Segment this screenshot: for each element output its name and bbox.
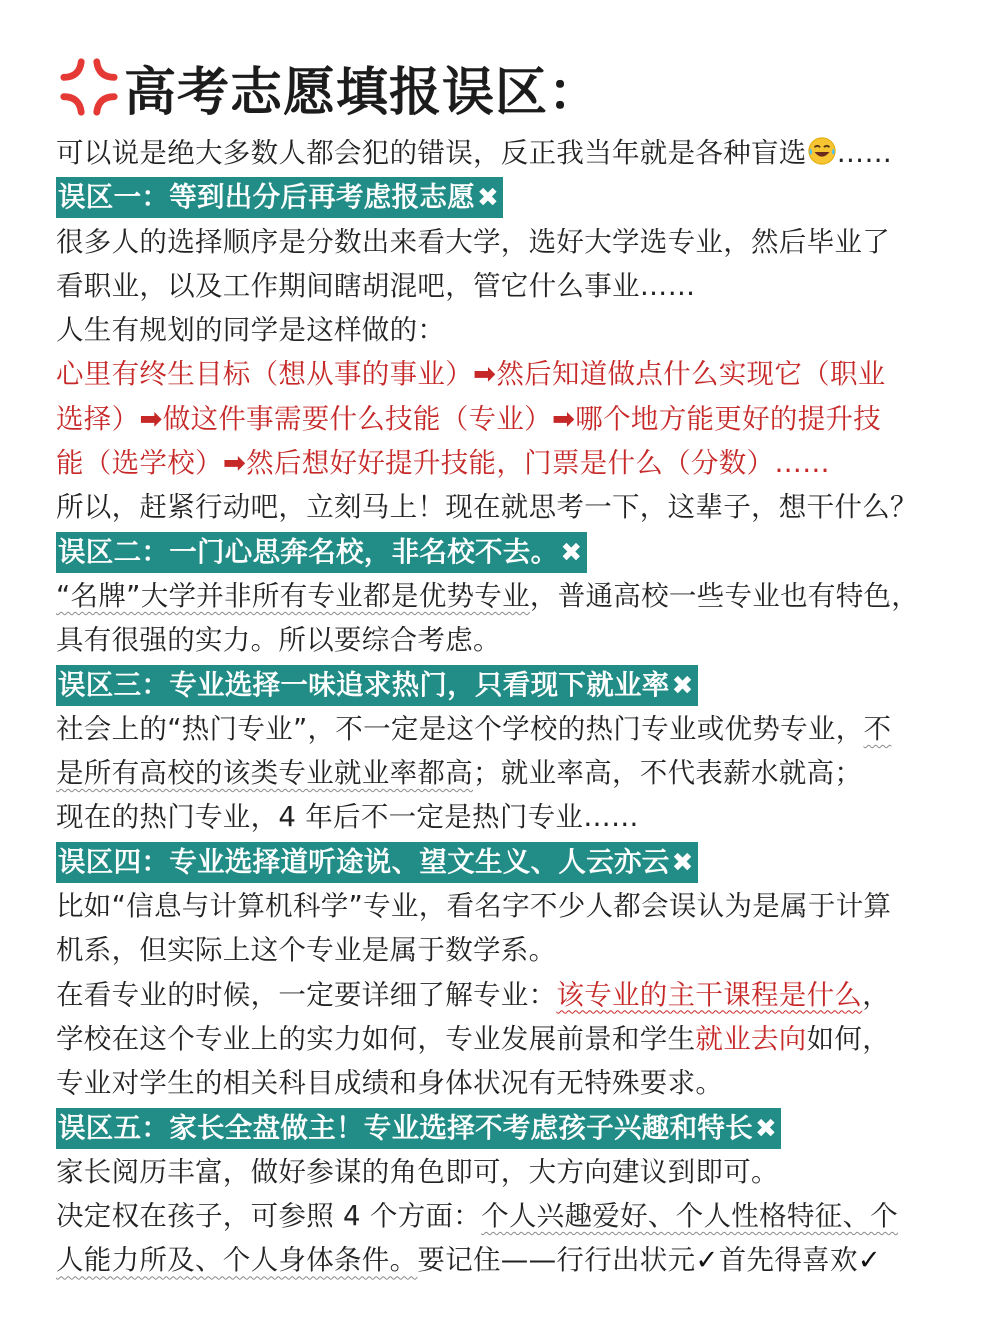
cross-mark-icon: ✖ [477,183,500,214]
s2-line-2: 具有很强的实力。所以要综合考虑。 [56,624,501,657]
section-header-4: 误区四：专业选择道听途说、望文生义、人云亦云✖ [56,842,698,883]
section-header-1: 误区一：等到出分后再考虑报志愿✖ [56,177,503,218]
s3-line-1: 社会上的“热门专业”，不一定是这个学校的热门专业或优势专业，不 [56,712,892,745]
cross-mark-icon: ✖ [671,670,694,701]
s4-line-1: 比如“信息与计算机科学”专业，看名字不少人都会误认为是属于计算 [56,890,892,923]
section-header-5: 误区五：家长全盘做主！专业选择不考虑孩子兴趣和特长✖ [56,1108,781,1149]
s1-line-2: 看职业，以及工作期间瞎胡混吧，管它什么事业…… [56,269,696,302]
s2-line-1: “名牌”大学并非所有专业都是优势专业，普通高校一些专业也有特色， [56,579,920,612]
s5-line-2: 决定权在孩子，可参照 4 个方面：个人兴趣爱好、个人性格特征、个 [56,1200,899,1233]
s1-line-1: 很多人的选择顺序是分数出来看大学，选好大学选专业，然后毕业了 [56,225,890,258]
section-header-2-row [56,530,956,574]
check-mark-icon: ✓ [695,1244,719,1277]
laughing-tears-emoji-icon [807,136,837,166]
s4-line-5: 专业对学生的相关科目成绩和身体状况有无特殊要求。 [56,1067,724,1100]
s4-line-3: 在看专业的时候，一定要详细了解专业：该专业的主干课程是什么， [56,978,891,1011]
cross-mark-icon: ✖ [560,537,583,568]
right-arrow-icon: ➡ [551,402,576,435]
section-header-3: 误区三：专业选择一味追求热门，只看现下就业率✖ [56,665,698,706]
s1-red-line-1: 心里有终生目标（想从事的事业）➡然后知道做点什么实现它（职业 [56,358,886,391]
s1-line-4: 所以，赶紧行动吧，立刻马上！现在就思考一下，这辈子，想干什么？ [56,491,918,524]
s3-line-2: 是所有高校的该类专业就业率都高；就业率高，不代表薪水就高； [56,757,863,790]
title-row [58,52,601,122]
right-arrow-icon: ➡ [222,447,247,480]
s1-red-line-2: 选择）➡做这件事需要什么技能（专业）➡哪个地方能更好的提升技 [56,402,882,435]
s5-line-3: 人能力所及、个人身体条件。要记住——行行出状元✓首先得喜欢✓ [56,1244,882,1277]
check-mark-icon: ✓ [857,1244,882,1277]
section-header-5-row [56,1106,956,1150]
note-body [56,131,956,1283]
section-header-3-row [56,663,956,707]
right-arrow-icon: ➡ [473,358,497,391]
anger-symbol-icon [58,56,120,118]
right-arrow-icon: ➡ [139,402,163,435]
intro-line: 可以说是绝大多数人都会犯的错误，反正我当年就是各种盲选 …… [56,137,893,169]
cross-mark-icon: ✖ [755,1113,778,1144]
s1-line-3: 人生有规划的同学是这样做的： [56,314,446,347]
cross-mark-icon: ✖ [671,847,694,878]
s3-line-3: 现在的热门专业，4 年后不一定是热门专业…… [56,801,639,834]
s5-line-1: 家长阅历丰富，做好参谋的角色即可，大方向建议到即可。 [56,1155,779,1188]
section-header-2: 误区二：一门心思奔名校，非名校不去。✖ [56,532,587,573]
s4-line-2: 机系，但实际上这个专业是属于数学系。 [56,934,557,967]
section-header-4-row [56,840,956,884]
page-title: 高考志愿填报误区： [124,62,602,123]
s1-red-line-3: 能（选学校）➡然后想好好提升技能，门票是什么（分数）…… [56,447,830,480]
s4-line-4: 学校在这个专业上的实力如何，专业发展前景和学生就业去向如何， [56,1022,891,1055]
section-header-1-row [56,175,956,219]
